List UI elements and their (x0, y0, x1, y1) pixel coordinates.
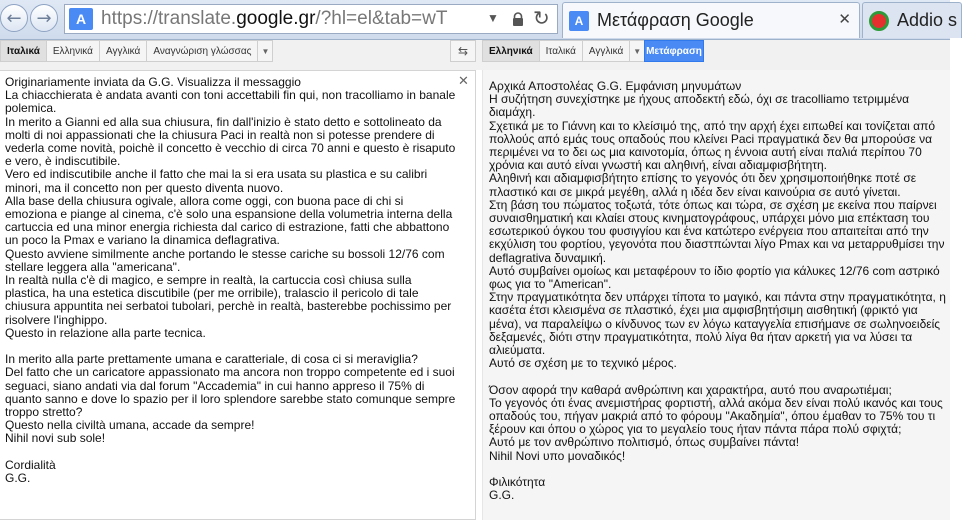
source-text[interactable]: Originariamente inviata da G.G. Visualizza il messaggio La chiacchierata è andata avanti con toni accettabili fin qui, non tracolliamo in banale polemica. In merito a Gianni ed alla sua chiusura, fin dall'inizio è stato detto e sottolineato da molti di noi appassionati che la chiusura Paci in realtà non si potesse prendere di vederla come novità, poichè il concetto è vecchio di circa 70 anni e questo è risaputo e vero, è indiscutibile. Vero ed indiscutibile anche il fatto che mai la si era usata su plastica e su calibri minori, ma il concetto non per questo diventa nuovo. Alla base della chiusura ogivale, allora come oggi, con buona pace di chi si emoziona e piange al cinema, c'è solo una espansione della volumetria interna della cartuccia ed una minor energia richiesta dal carico di estrazione, fatti che abbattono un poco la Pmax e variano la dinamica deflagrativa. Questo avviene similmente anche portando le stesse cariche su bossoli 12/76 com stellare leggera alla "americana". In realtà nulla c'è di magico, e sempre in realtà, la cartuccia così chiusa sulla plastica, ha una estetica discutibile (per me orribile), tralascio il pericolo di tale chiusura appuntita nei serbatoi tubolari, perchè in realtà, basterebbe pochissimo per risolvere l'inghippo. Questo in relazione alla parte tecnica. In merito alla parte prettamente umana e caratteriale, di cosa ci si meraviglia? Del fatto che un caricatore appassionato ma ancora non troppo competente ed i suoi seguaci, siano andati via dal forum "Accademia" in cui hanno appreso il 75% di quanto sanno e dove lo spazio per il loro splendore sarebbe stato comunque sempre troppo stretto? Questo nella civiltà umana, accade da sempre! Nihil novi sub sole! Cordialità G.G. (5, 75, 456, 486)
chevron-down-icon: ▼ (261, 46, 270, 56)
target-lang-english[interactable]: Αγγλικά (582, 40, 630, 62)
back-arrow-icon: ← (6, 7, 22, 29)
source-text-area[interactable] (0, 70, 476, 520)
target-lang-greek[interactable]: Ελληνικά (482, 40, 540, 62)
forward-arrow-icon: → (36, 7, 52, 29)
reload-icon[interactable]: ↻ (533, 6, 550, 30)
browser-toolbar (0, 0, 958, 40)
source-lang-greek[interactable]: Ελληνικά (46, 40, 100, 62)
url-suffix: /?hl=el&tab=wT (315, 8, 448, 29)
chevron-down-icon: ▼ (633, 46, 642, 56)
google-translate-icon: A (69, 8, 93, 30)
forward-button[interactable] (30, 4, 58, 32)
tab-title: Addio s (897, 10, 958, 30)
source-lang-italian[interactable]: Ιταλικά (0, 40, 47, 62)
target-lang-more[interactable] (629, 40, 645, 62)
tab-title: Μετάφραση Google (597, 10, 754, 30)
swap-languages-button[interactable] (450, 40, 476, 62)
lock-icon (511, 12, 525, 26)
source-lang-english[interactable]: Αγγλικά (99, 40, 147, 62)
translation-text: Αρχικά Αποστολέας G.G. Εμφάνιση μηνυμάτων Η συζήτηση συνεχίστηκε με ήχους αποδεκτή εδώ, όχι σε tracolliamo τετριμμένα διαμάχη. Σχετικά με το Γιάννη και το κλείσιμό της, από την αρχή έχει ειπωθεί και τονίζεται από πολλούς από εμάς τους οπαδούς που κλείνει Paci πραγματικά δεν θα μπορούσε να περιμένει να το δει ως μια καινοτομία, όπως η έννοια αυτή είναι παλιά περίπου 70 χρόνια και αυτό είναι γνωστή και αληθινή, είναι αδιαμφισβήτητη. Αληθινή και αδιαμφισβήτητο επίσης το γεγονός ότι δεν χρησιμοποιήθηκε ποτέ σε πλαστικό και σε μικρά μεγέθη, αλλά η ιδέα δεν είναι καινούρια σε αυτό γίνεται. Στη βάση του πώματος τοξωτά, τότε όπως και τώρα, σε σχέση με εκείνα που παίρνει συναισθηματική και κλαίει στους κινηματογράφους, υπάρχει μόνο μια επέκταση του εσωτερικού όγκου του φυσιγγίου και ένα κατώτερο ενέργεια που απαιτείται από την εκχύλιση του φορτίου, γεγονότα που διαστπώνται λίγο Pmax και να μεταρρυθμίσει την deflagrativa δυναμική. Αυτό συμβαίνει ομοίως και μεταφέρουν το ίδιο φορτίο για κάλυκες 12/76 com αστρικό φως για το "American". Στην πραγματικότητα δεν υπάρχει τίποτα το μαγικό, και πάντα στην πραγματικότητα, η κασέτα έτσι κλεισμένα σε πλαστικό, έχει μια αμφισβητήσιμη αισθητική (φρικτό για μένα), να παραλείψω ο κίνδυνος των εν λόγω καταγγελία επισήμανε σε σωληνοειδείς δεξαμενές, διότι στην πραγματικότητα, πολύ λίγα θα ήταν αρκετή για να λύσει τα αλιεύματα. Αυτό σε σχέση με το τεχνικό μέρος. Όσον αφορά την καθαρά ανθρώπινη και χαρακτήρα, αυτό που αναρωτιέμαι; Το γεγονός ότι ένας ανεμιστήρας φορτιστή, αλλά ακόμα δεν είναι πολύ ικανός και τους οπαδούς του, πήγαν μακριά από το φόρουμ "Ακαδημία", όπου έμαθαν το 75% του τι ξέρουν και όπου ο χώρος για το μεγαλείο τους ήταν πάντα πάρα πολύ σφιχτά; Αυτό με τον ανθρώπινο πολιτισμό, όπως συμβαίνει πάντα! Nihil Novi υπο μοναδικός! Φιλικότητα G.G. (489, 79, 946, 503)
source-language-bar (0, 40, 272, 62)
swap-icon: ⇆ (457, 44, 469, 58)
target-lang-italian[interactable]: Ιταλικά (539, 40, 583, 62)
forum-favicon-icon (869, 11, 889, 31)
tab-addio[interactable] (862, 2, 962, 38)
source-lang-more[interactable] (257, 40, 273, 62)
address-bar[interactable] (64, 4, 558, 34)
url-text[interactable] (101, 8, 461, 30)
translate-button[interactable]: Μετάφραση (644, 40, 704, 62)
google-translate-favicon: A (569, 11, 589, 31)
target-language-bar (482, 40, 644, 62)
translation-result-area (482, 70, 950, 520)
chevron-down-icon[interactable]: ▼ (487, 11, 499, 25)
close-icon[interactable]: ✕ (838, 10, 851, 28)
url-host: google.gr (236, 8, 316, 29)
back-button[interactable] (0, 4, 28, 32)
tab-google-translate[interactable] (562, 2, 860, 38)
source-lang-detect[interactable]: Αναγνώριση γλώσσας (146, 40, 258, 62)
url-prefix: https://translate. (101, 8, 237, 29)
clear-text-icon[interactable]: ✕ (458, 74, 469, 89)
